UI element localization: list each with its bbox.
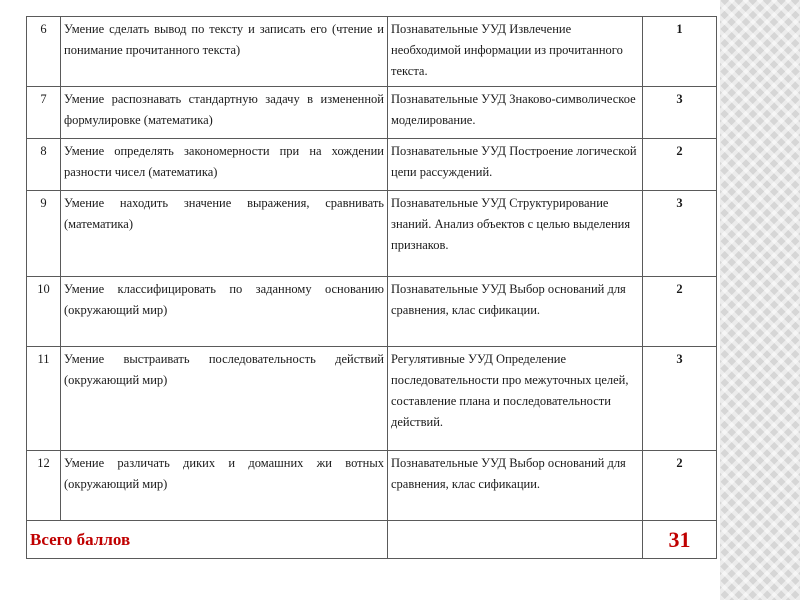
- skill-cell: Умение сделать вывод по тексту и записать его (чтение и понимание прочитанного текста): [61, 17, 388, 87]
- skill-cell: Умение находить значение выражения, сравнивать (математика): [61, 191, 388, 277]
- row-number: 6: [27, 17, 61, 87]
- uud-cell: Познавательные УУД Построение логической цепи рассуждений.: [388, 139, 643, 191]
- row-number: 9: [27, 191, 61, 277]
- uud-score-table: [26, 16, 717, 559]
- total-row: [27, 521, 717, 559]
- score-cell: 3: [643, 87, 717, 139]
- total-empty-cell: [388, 521, 643, 559]
- score-cell: 2: [643, 277, 717, 347]
- score-cell: 2: [643, 139, 717, 191]
- uud-cell: Познавательные УУД Структурирование знаний. Анализ объектов с целью выделения признаков.: [388, 191, 643, 277]
- skill-cell: Умение классифицировать по заданному основанию (окружающий мир): [61, 277, 388, 347]
- table-row: [27, 191, 717, 277]
- score-cell: 1: [643, 17, 717, 87]
- row-number: 10: [27, 277, 61, 347]
- uud-cell: Познавательные УУД Извлечение необходимой информации из прочитанного текста.: [388, 17, 643, 87]
- uud-cell: Познавательные УУД Знаково-символическое моделирование.: [388, 87, 643, 139]
- score-cell: 3: [643, 191, 717, 277]
- score-cell: 2: [643, 451, 717, 521]
- table-row: [27, 17, 717, 87]
- uud-cell: Познавательные УУД Выбор оснований для сравнения, клас сификации.: [388, 277, 643, 347]
- table-row: [27, 87, 717, 139]
- skill-cell: Умение выстраивать последовательность действий (окружающий мир): [61, 347, 388, 451]
- score-cell: 3: [643, 347, 717, 451]
- row-number: 11: [27, 347, 61, 451]
- total-label: Всего баллов: [27, 521, 388, 559]
- row-number: 8: [27, 139, 61, 191]
- uud-cell: Познавательные УУД Выбор оснований для сравнения, клас сификации.: [388, 451, 643, 521]
- table-row: [27, 277, 717, 347]
- skill-cell: Умение определять закономерности при на хождении разности чисел (математика): [61, 139, 388, 191]
- table-row: [27, 451, 717, 521]
- skill-cell: Умение различать диких и домашних жи вотных (окружающий мир): [61, 451, 388, 521]
- uud-cell: Регулятивные УУД Определение последовательности про межуточных целей, составление плана и последовательности действий.: [388, 347, 643, 451]
- row-number: 7: [27, 87, 61, 139]
- table-row: [27, 347, 717, 451]
- decorative-side-pattern: [720, 0, 800, 600]
- total-score: 31: [643, 521, 717, 559]
- skill-cell: Умение распознавать стандартную задачу в измененной формулировке (математика): [61, 87, 388, 139]
- table-row: [27, 139, 717, 191]
- row-number: 12: [27, 451, 61, 521]
